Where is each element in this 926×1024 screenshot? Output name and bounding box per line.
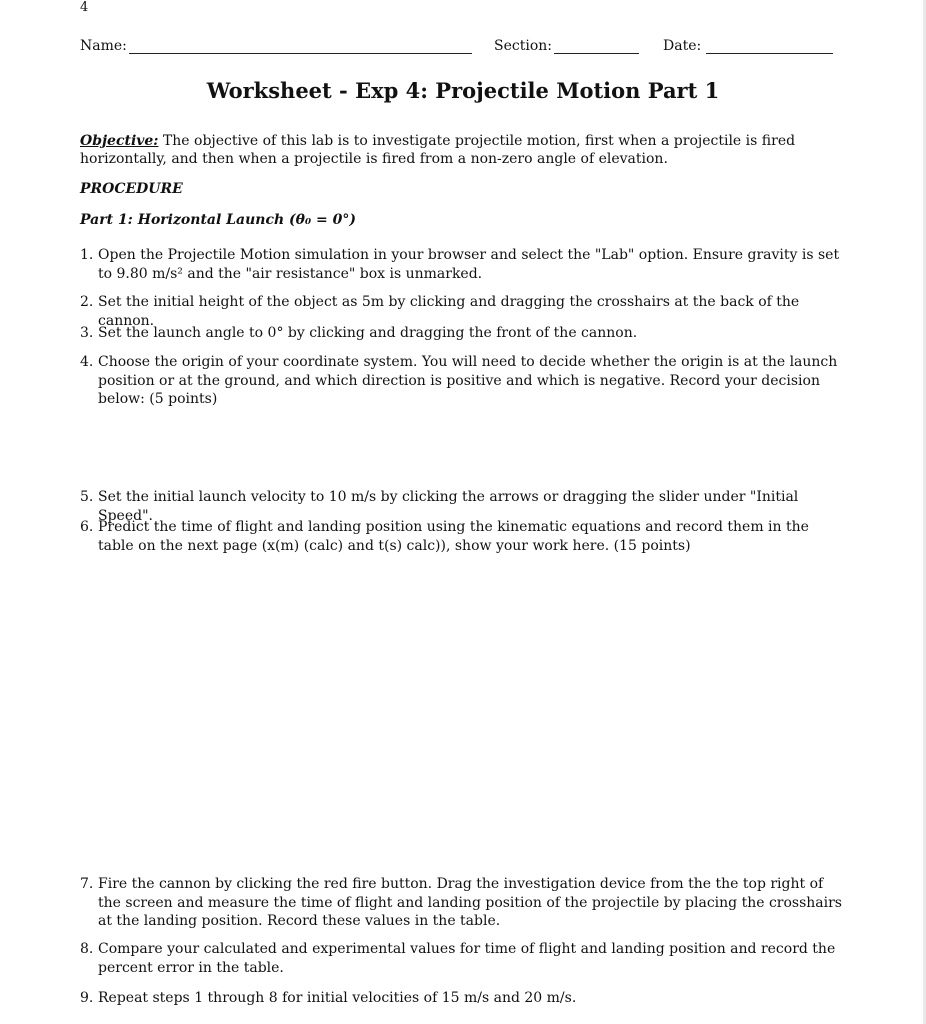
step-8 — [80, 940, 846, 977]
section-label: Section: — [494, 38, 552, 54]
objective-text: The objective of this lab is to investigate projectile motion, first when a projectile is fired horizontally, and then when a projectile is fired from a non-zero angle of elevation. — [80, 133, 796, 167]
worksheet-title: Worksheet - Exp 4: Projectile Motion Part 1 — [206, 78, 720, 103]
student-info-header — [80, 38, 840, 58]
page-number: 4 — [80, 0, 89, 15]
name-line[interactable] — [129, 53, 472, 54]
step-number: 7. — [80, 876, 94, 892]
procedure-heading: PROCEDURE — [80, 181, 183, 197]
name-label: Name: — [80, 38, 127, 54]
step-number: 2. — [80, 294, 94, 310]
step-text: Fire the cannon by clicking the red fire button. Drag the investigation device from the the top right of the screen and measure the time of flight and landing position of the projectile by placing the crosshairs at the landing position. Record these values in the table. — [98, 876, 842, 929]
step-text: Set the initial launch velocity to 10 m/s by clicking the arrows or dragging the slider under "Initial Speed". — [98, 489, 799, 524]
part1-heading: Part 1: Horizontal Launch (θ₀ = 0°) — [80, 212, 356, 228]
step-6 — [80, 518, 846, 555]
step-text: Predict the time of flight and landing position using the kinematic equations and record them in the table on the next page (x(m) (calc) and t(s) calc)), show your work here. (15 points) — [98, 519, 809, 554]
step-1 — [80, 246, 846, 283]
date-line[interactable] — [706, 53, 833, 54]
step-7 — [80, 875, 846, 931]
step-number: 1. — [80, 247, 94, 263]
step-text: Choose the origin of your coordinate system. You will need to decide whether the origin is at the launch position or at the ground, and which direction is positive and which is negative. Record your decision below: (5 points) — [98, 354, 838, 407]
step-text: Open the Projectile Motion simulation in your browser and select the "Lab" option. Ensure gravity is set to 9.80 m/s² and the "air resistance" box is unmarked. — [98, 247, 840, 282]
section-line[interactable] — [554, 53, 639, 54]
step-number: 6. — [80, 519, 94, 535]
step-number: 8. — [80, 941, 94, 957]
objective-paragraph — [80, 132, 846, 168]
step-number: 4. — [80, 354, 94, 370]
step-3 — [80, 324, 846, 343]
objective-label: Objective: — [80, 133, 159, 149]
date-label: Date: — [663, 38, 702, 54]
step-4-answer-space[interactable] — [80, 395, 846, 485]
step-number: 5. — [80, 489, 94, 505]
step-number: 3. — [80, 325, 94, 341]
step-number: 9. — [80, 990, 94, 1006]
step-text: Compare your calculated and experimental values for time of flight and landing position and record the percent error in the table. — [98, 941, 836, 976]
step-9 — [80, 989, 846, 1008]
step-6-work-space[interactable] — [80, 560, 846, 865]
step-text: Repeat steps 1 through 8 for initial velocities of 15 m/s and 20 m/s. — [98, 990, 577, 1006]
step-text: Set the launch angle to 0° by clicking and dragging the front of the cannon. — [98, 325, 638, 341]
step-text: Set the initial height of the object as 5m by clicking and dragging the crosshairs at the back of the cannon. — [98, 294, 800, 329]
